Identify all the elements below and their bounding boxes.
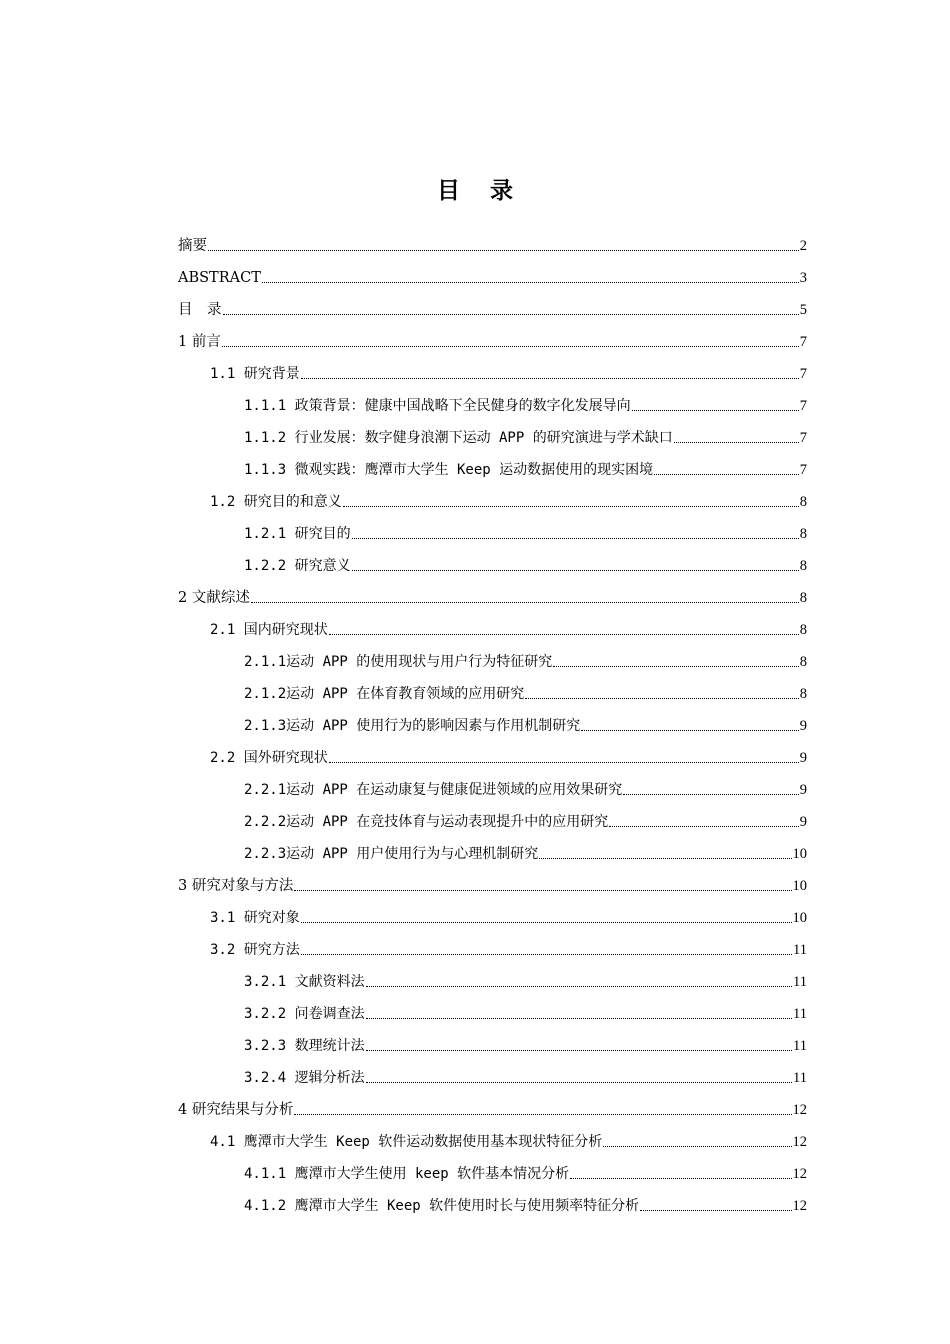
toc-entry-label: 1.2.2 研究意义 — [244, 558, 351, 574]
toc-leader-dots — [366, 1082, 792, 1083]
toc-leader-dots — [654, 474, 799, 475]
toc-entry-page-number: 8 — [799, 686, 807, 702]
toc-entry-page-number: 7 — [799, 398, 807, 414]
toc-entry[interactable] — [178, 742, 807, 774]
toc-entry-page-number: 9 — [799, 718, 807, 734]
toc-entry[interactable] — [178, 934, 807, 966]
toc-entry-label: 1.1.2 行业发展：数字健身浪潮下运动 APP 的研究演进与学术缺口 — [244, 430, 673, 446]
toc-entry[interactable] — [178, 1030, 807, 1062]
toc-entry[interactable] — [178, 550, 807, 582]
toc-entry-page-number: 9 — [799, 814, 807, 830]
toc-entry-label: 1.1.1 政策背景：健康中国战略下全民健身的数字化发展导向 — [244, 398, 631, 414]
toc-entry-label: 3.2.1 文献资料法 — [244, 974, 365, 990]
toc-entry[interactable] — [178, 518, 807, 550]
toc-entry-page-number: 8 — [799, 590, 807, 606]
toc-entry[interactable] — [178, 358, 807, 390]
toc-entry-page-number: 8 — [799, 494, 807, 510]
toc-entry[interactable] — [178, 998, 807, 1030]
toc-leader-dots — [674, 442, 799, 443]
toc-leader-dots — [301, 378, 799, 379]
toc-entry[interactable] — [178, 582, 807, 614]
toc-entry-label: 3 研究对象与方法 — [178, 878, 294, 894]
toc-entry-label: 2.1.2运动 APP 在体育教育领域的应用研究 — [244, 686, 525, 702]
toc-leader-dots — [301, 954, 792, 955]
toc-leader-dots — [343, 506, 799, 507]
toc-entry-label: 4.1 鹰潭市大学生 Keep 软件运动数据使用基本现状特征分析 — [210, 1134, 603, 1150]
table-of-contents — [178, 230, 807, 1222]
toc-entry-page-number: 8 — [799, 654, 807, 670]
toc-entry-page-number: 8 — [799, 526, 807, 542]
toc-entry[interactable] — [178, 710, 807, 742]
toc-entry-page-number: 9 — [799, 782, 807, 798]
toc-entry-label: 2.2.2运动 APP 在竞技体育与运动表现提升中的应用研究 — [244, 814, 609, 830]
toc-leader-dots — [262, 282, 799, 283]
toc-entry[interactable] — [178, 1158, 807, 1190]
toc-leader-dots — [352, 538, 799, 539]
toc-entry-page-number: 8 — [799, 622, 807, 638]
toc-leader-dots — [352, 570, 799, 571]
toc-entry[interactable] — [178, 1062, 807, 1094]
toc-entry[interactable] — [178, 454, 807, 486]
toc-entry-label: 1 前言 — [178, 334, 221, 350]
toc-leader-dots — [366, 1050, 792, 1051]
toc-leader-dots — [623, 794, 798, 795]
toc-leader-dots — [366, 1018, 792, 1019]
toc-leader-dots — [301, 922, 792, 923]
toc-entry-page-number: 7 — [799, 430, 807, 446]
toc-entry-page-number: 7 — [799, 334, 807, 350]
toc-entry[interactable] — [178, 1126, 807, 1158]
toc-entry-page-number: 2 — [799, 238, 807, 254]
toc-leader-dots — [539, 858, 791, 859]
toc-leader-dots — [603, 1146, 791, 1147]
toc-entry-label: 目 录 — [178, 302, 222, 318]
toc-entry[interactable] — [178, 678, 807, 710]
toc-leader-dots — [553, 666, 798, 667]
toc-entry-page-number: 12 — [792, 1102, 807, 1118]
toc-leader-dots — [208, 250, 799, 251]
toc-entry-label: 1.2 研究目的和意义 — [210, 494, 342, 510]
toc-entry-label: 4.1.2 鹰潭市大学生 Keep 软件使用时长与使用频率特征分析 — [244, 1198, 640, 1214]
toc-entry-page-number: 3 — [799, 270, 807, 286]
toc-entry-page-number: 11 — [793, 942, 807, 958]
toc-entry-label: 3.2.3 数理统计法 — [244, 1038, 365, 1054]
toc-entry[interactable] — [178, 486, 807, 518]
toc-entry-page-number: 7 — [799, 366, 807, 382]
toc-leader-dots — [366, 986, 792, 987]
toc-leader-dots — [294, 890, 791, 891]
toc-entry-label: 3.2.2 问卷调查法 — [244, 1006, 365, 1022]
toc-leader-dots — [222, 346, 799, 347]
toc-entry[interactable] — [178, 262, 807, 294]
toc-entry[interactable] — [178, 422, 807, 454]
toc-leader-dots — [525, 698, 798, 699]
toc-entry-label: 4 研究结果与分析 — [178, 1102, 294, 1118]
toc-leader-dots — [632, 410, 799, 411]
toc-entry[interactable] — [178, 774, 807, 806]
toc-entry[interactable] — [178, 326, 807, 358]
toc-heading — [0, 175, 950, 207]
toc-leader-dots — [329, 762, 799, 763]
toc-entry[interactable] — [178, 646, 807, 678]
toc-leader-dots — [294, 1114, 791, 1115]
toc-leader-dots — [251, 602, 799, 603]
toc-entry[interactable] — [178, 390, 807, 422]
toc-entry-page-number: 10 — [792, 910, 807, 926]
toc-entry[interactable] — [178, 1094, 807, 1126]
toc-entry-label: 2.1 国内研究现状 — [210, 622, 328, 638]
toc-leader-dots — [329, 634, 799, 635]
toc-entry-label: 2.1.1运动 APP 的使用现状与用户行为特征研究 — [244, 654, 553, 670]
toc-entry-page-number: 12 — [792, 1198, 807, 1214]
toc-entry-label: 1.1.3 微观实践：鹰潭市大学生 Keep 运动数据使用的现实困境 — [244, 462, 654, 478]
toc-entry-label: 1.2.1 研究目的 — [244, 526, 351, 542]
toc-entry-page-number: 11 — [793, 1038, 807, 1054]
toc-entry-label: 3.2 研究方法 — [210, 942, 300, 958]
toc-entry-label: 3.2.4 逻辑分析法 — [244, 1070, 365, 1086]
toc-entry-label: ABSTRACT — [178, 270, 261, 286]
toc-leader-dots — [581, 730, 798, 731]
toc-entry-page-number: 7 — [799, 462, 807, 478]
toc-entry[interactable] — [178, 1190, 807, 1222]
toc-entry-label: 摘要 — [178, 238, 207, 254]
toc-entry-page-number: 11 — [793, 974, 807, 990]
toc-heading-char-1: 目 — [437, 178, 460, 204]
toc-entry-page-number: 5 — [799, 302, 807, 318]
toc-entry-page-number: 10 — [792, 878, 807, 894]
toc-entry-page-number: 11 — [793, 1006, 807, 1022]
toc-leader-dots — [570, 1178, 791, 1179]
toc-entry[interactable] — [178, 806, 807, 838]
toc-entry-page-number: 10 — [792, 846, 807, 862]
toc-entry[interactable] — [178, 838, 807, 870]
toc-entry-label: 2.2.1运动 APP 在运动康复与健康促进领域的应用效果研究 — [244, 782, 623, 798]
toc-entry-label: 4.1.1 鹰潭市大学生使用 keep 软件基本情况分析 — [244, 1166, 570, 1182]
toc-entry-label: 3.1 研究对象 — [210, 910, 300, 926]
toc-entry-page-number: 9 — [799, 750, 807, 766]
toc-entry-label: 2.2 国外研究现状 — [210, 750, 328, 766]
toc-leader-dots — [640, 1210, 791, 1211]
toc-leader-dots — [609, 826, 798, 827]
toc-entry-label: 2.1.3运动 APP 使用行为的影响因素与作用机制研究 — [244, 718, 581, 734]
toc-entry[interactable] — [178, 230, 807, 262]
toc-entry-label: 2 文献综述 — [178, 590, 250, 606]
toc-entry-page-number: 11 — [793, 1070, 807, 1086]
toc-entry-label: 2.2.3运动 APP 用户使用行为与心理机制研究 — [244, 846, 539, 862]
toc-entry[interactable] — [178, 902, 807, 934]
toc-entry[interactable] — [178, 870, 807, 902]
toc-heading-char-2: 录 — [490, 178, 513, 204]
toc-entry-page-number: 12 — [792, 1134, 807, 1150]
toc-entry-page-number: 12 — [792, 1166, 807, 1182]
toc-entry-label: 1.1 研究背景 — [210, 366, 300, 382]
toc-entry[interactable] — [178, 614, 807, 646]
toc-leader-dots — [223, 314, 799, 315]
toc-entry[interactable] — [178, 294, 807, 326]
toc-entry[interactable] — [178, 966, 807, 998]
toc-entry-page-number: 8 — [799, 558, 807, 574]
